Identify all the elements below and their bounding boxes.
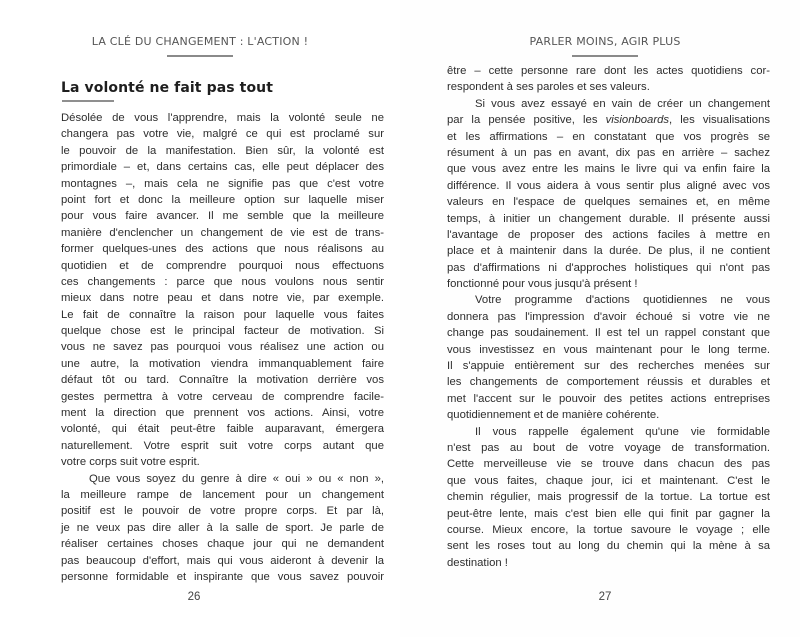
text-line: course. Mieux encore, la tortue savoure le voyage ; elle: [447, 523, 770, 536]
text-line: que vous avez entre les mains le livre qui va enfin faire la: [447, 163, 770, 176]
running-head-text: PARLER MOINS, AGIR PLUS: [529, 35, 681, 48]
text-line: la meilleure rampe de lancement pour un changement: [61, 488, 384, 501]
body-text-right: [447, 63, 770, 571]
text-line: Il s'appuie entièrement sur des recherches menées sur: [447, 360, 770, 373]
running-head-rule: [572, 55, 638, 57]
text-line: résument à un pas en avant, dix pas en arrière – sachez: [447, 146, 770, 159]
text-line: primordiale – et, dans certains cas, elle peut déplacer des: [61, 161, 384, 174]
text-line: chemin régulier, mais progressif de la tortue. La tortue est: [447, 491, 770, 504]
text-line: changera pas votre vie, malgré ce qui est proclamé sur: [61, 128, 384, 141]
text-line: montagnes –, mais cela ne signifie pas que c'est votre: [61, 177, 384, 190]
text-line: Que vous soyez du genre à dire « oui » ou « non »,: [89, 472, 384, 485]
text-line: Il vous rappelle également qu'une vie formidable: [475, 425, 770, 438]
text-line: place et à maintenir dans la durée. De plus, il ne contient: [447, 245, 770, 258]
text-line: pas d'affirmations ni d'approches holistiques qui n'ont pas: [447, 261, 770, 274]
text-line: l'avantage de proposer des actions faciles à mettre en: [447, 228, 770, 241]
text-line: destination !: [447, 556, 508, 569]
text-segment: par la pensée positive, les: [447, 114, 606, 127]
text-line: valeurs en l'espace de quelques semaines et, en même: [447, 196, 770, 209]
text-line: Cette merveilleuse vie se trouve dans chacun des pas: [447, 458, 770, 471]
running-head-text: LA CLÉ DU CHANGEMENT : L'ACTION !: [91, 35, 309, 48]
text-line: Le fait de connaître la raison pour laquelle vous faites: [61, 308, 384, 321]
section-title-rule: [62, 100, 114, 102]
text-line: change pas soudainement. Il est tel un rappel constant que: [447, 327, 770, 340]
text-line: Votre programme d'actions quotidiennes ne vous: [475, 294, 770, 307]
text-line: personne formidable et inspirante que vous savez pouvoir: [61, 570, 384, 583]
running-head-rule: [167, 55, 233, 57]
text-line: quotidien et de comprendre pourquoi nous effectuons: [61, 259, 384, 272]
text-line: je ne veux pas dire aller à la salle de sport. Je parle de: [61, 521, 384, 534]
text-line: pour vous faire avancer. Il me semble que la meilleure: [61, 210, 384, 223]
text-line: point fort et donc la meilleure option sur laquelle miser: [61, 193, 384, 206]
text-line: n'est pas au bout de votre voyage de transformation.: [447, 441, 770, 454]
text-line: former quelques-unes des actions que nous réalisons au: [61, 243, 384, 256]
text-line: les changements de comportement réussis et durables et: [447, 376, 770, 389]
section-title-text: La volonté ne fait pas tout: [61, 80, 274, 96]
text-line: être – cette personne rare dont les actes quotidiens cor-: [447, 65, 770, 77]
text-line: défaut tôt ou tard. Connaître la motivation derrière vos: [61, 374, 384, 387]
text-line: ces changements : parce que nous voulons nous sentir: [61, 275, 384, 288]
text-line: peut-être lente, mais c'est bien elle qui finit par gagner la: [447, 507, 770, 520]
running-head-left: [28, 35, 372, 57]
text-line: Désolée de vous l'apprendre, mais la volonté seule ne: [61, 112, 384, 124]
text-line: temps, à initier un changement durable. Il présente aussi: [447, 212, 770, 225]
text-line: votre corps suit votre esprit.: [61, 456, 200, 469]
text-line: [447, 112, 770, 128]
text-line: mieux dans notre peau et dans notre vie, par exemple.: [61, 292, 384, 305]
text-line: et les affirmations – en constatant que vos progrès se: [447, 130, 770, 143]
section-title: [61, 79, 273, 97]
text-line: Si vous avez essayé en vain de créer un changement: [475, 97, 770, 110]
text-line: ment la direction que prennent vos actions. Ainsi, votre: [61, 407, 384, 420]
text-line: réaliser certaines choses chaque jour qui ne demandent: [61, 538, 384, 551]
page-number-left: 26: [187, 591, 201, 603]
text-line: quelque chose est le principal facteur de motivation. Si: [61, 325, 384, 338]
text-line: le pouvoir de la manifestation. Bien sûr, la volonté est: [61, 144, 384, 157]
text-line: manière d'enclencher un changement de vie est de trans-: [61, 226, 384, 239]
text-line: sent les roses tout au long du chemin qui la mène à sa: [447, 540, 770, 553]
body-text-left: [61, 110, 384, 585]
text-line: que vous faites, chaque jour, ici et maintenant. C'est le: [447, 474, 770, 487]
text-line: différence. Il vous aidera à vous sentir plus aligné avec vos: [447, 179, 770, 192]
text-line: gestes permettra à votre cerveau de comprendre facile-: [61, 390, 384, 403]
text-line: fonctionné pour vous jusqu'à présent !: [447, 278, 638, 291]
text-line: volonté, qui était peut-être faible auparavant, émergera: [61, 423, 384, 436]
right-page: [400, 0, 800, 637]
text-line: vous ne savez pas pourquoi vous réalisez une action ou: [61, 341, 384, 354]
text-segment: , les visualisations: [669, 114, 771, 127]
text-line: respondent à ses paroles et ses valeurs.: [447, 81, 650, 94]
text-line: pas beaucoup d'effort, mais qui vous aideront à devenir la: [61, 554, 384, 567]
text-line: une autre, la motivation viendra immanquablement faire: [61, 357, 384, 370]
text-line: positif est le pouvoir de votre propre corps. Et par là,: [61, 505, 384, 518]
text-line: quotidiennement et de manière cohérente.: [447, 409, 660, 422]
text-line: naturellement. Votre esprit suit votre corps autant que: [61, 439, 384, 452]
running-head-right: [440, 35, 770, 57]
text-line: donnera pas l'impression d'avoir échoué si votre vie ne: [447, 310, 770, 323]
italic-term: visionboards: [605, 114, 670, 127]
page-number-right: 27: [598, 591, 612, 603]
text-line: met l'accent sur le pouvoir des petites actions entreprises: [447, 392, 770, 405]
text-line: vous investissez en vous maintenant pour le long terme.: [447, 343, 770, 356]
